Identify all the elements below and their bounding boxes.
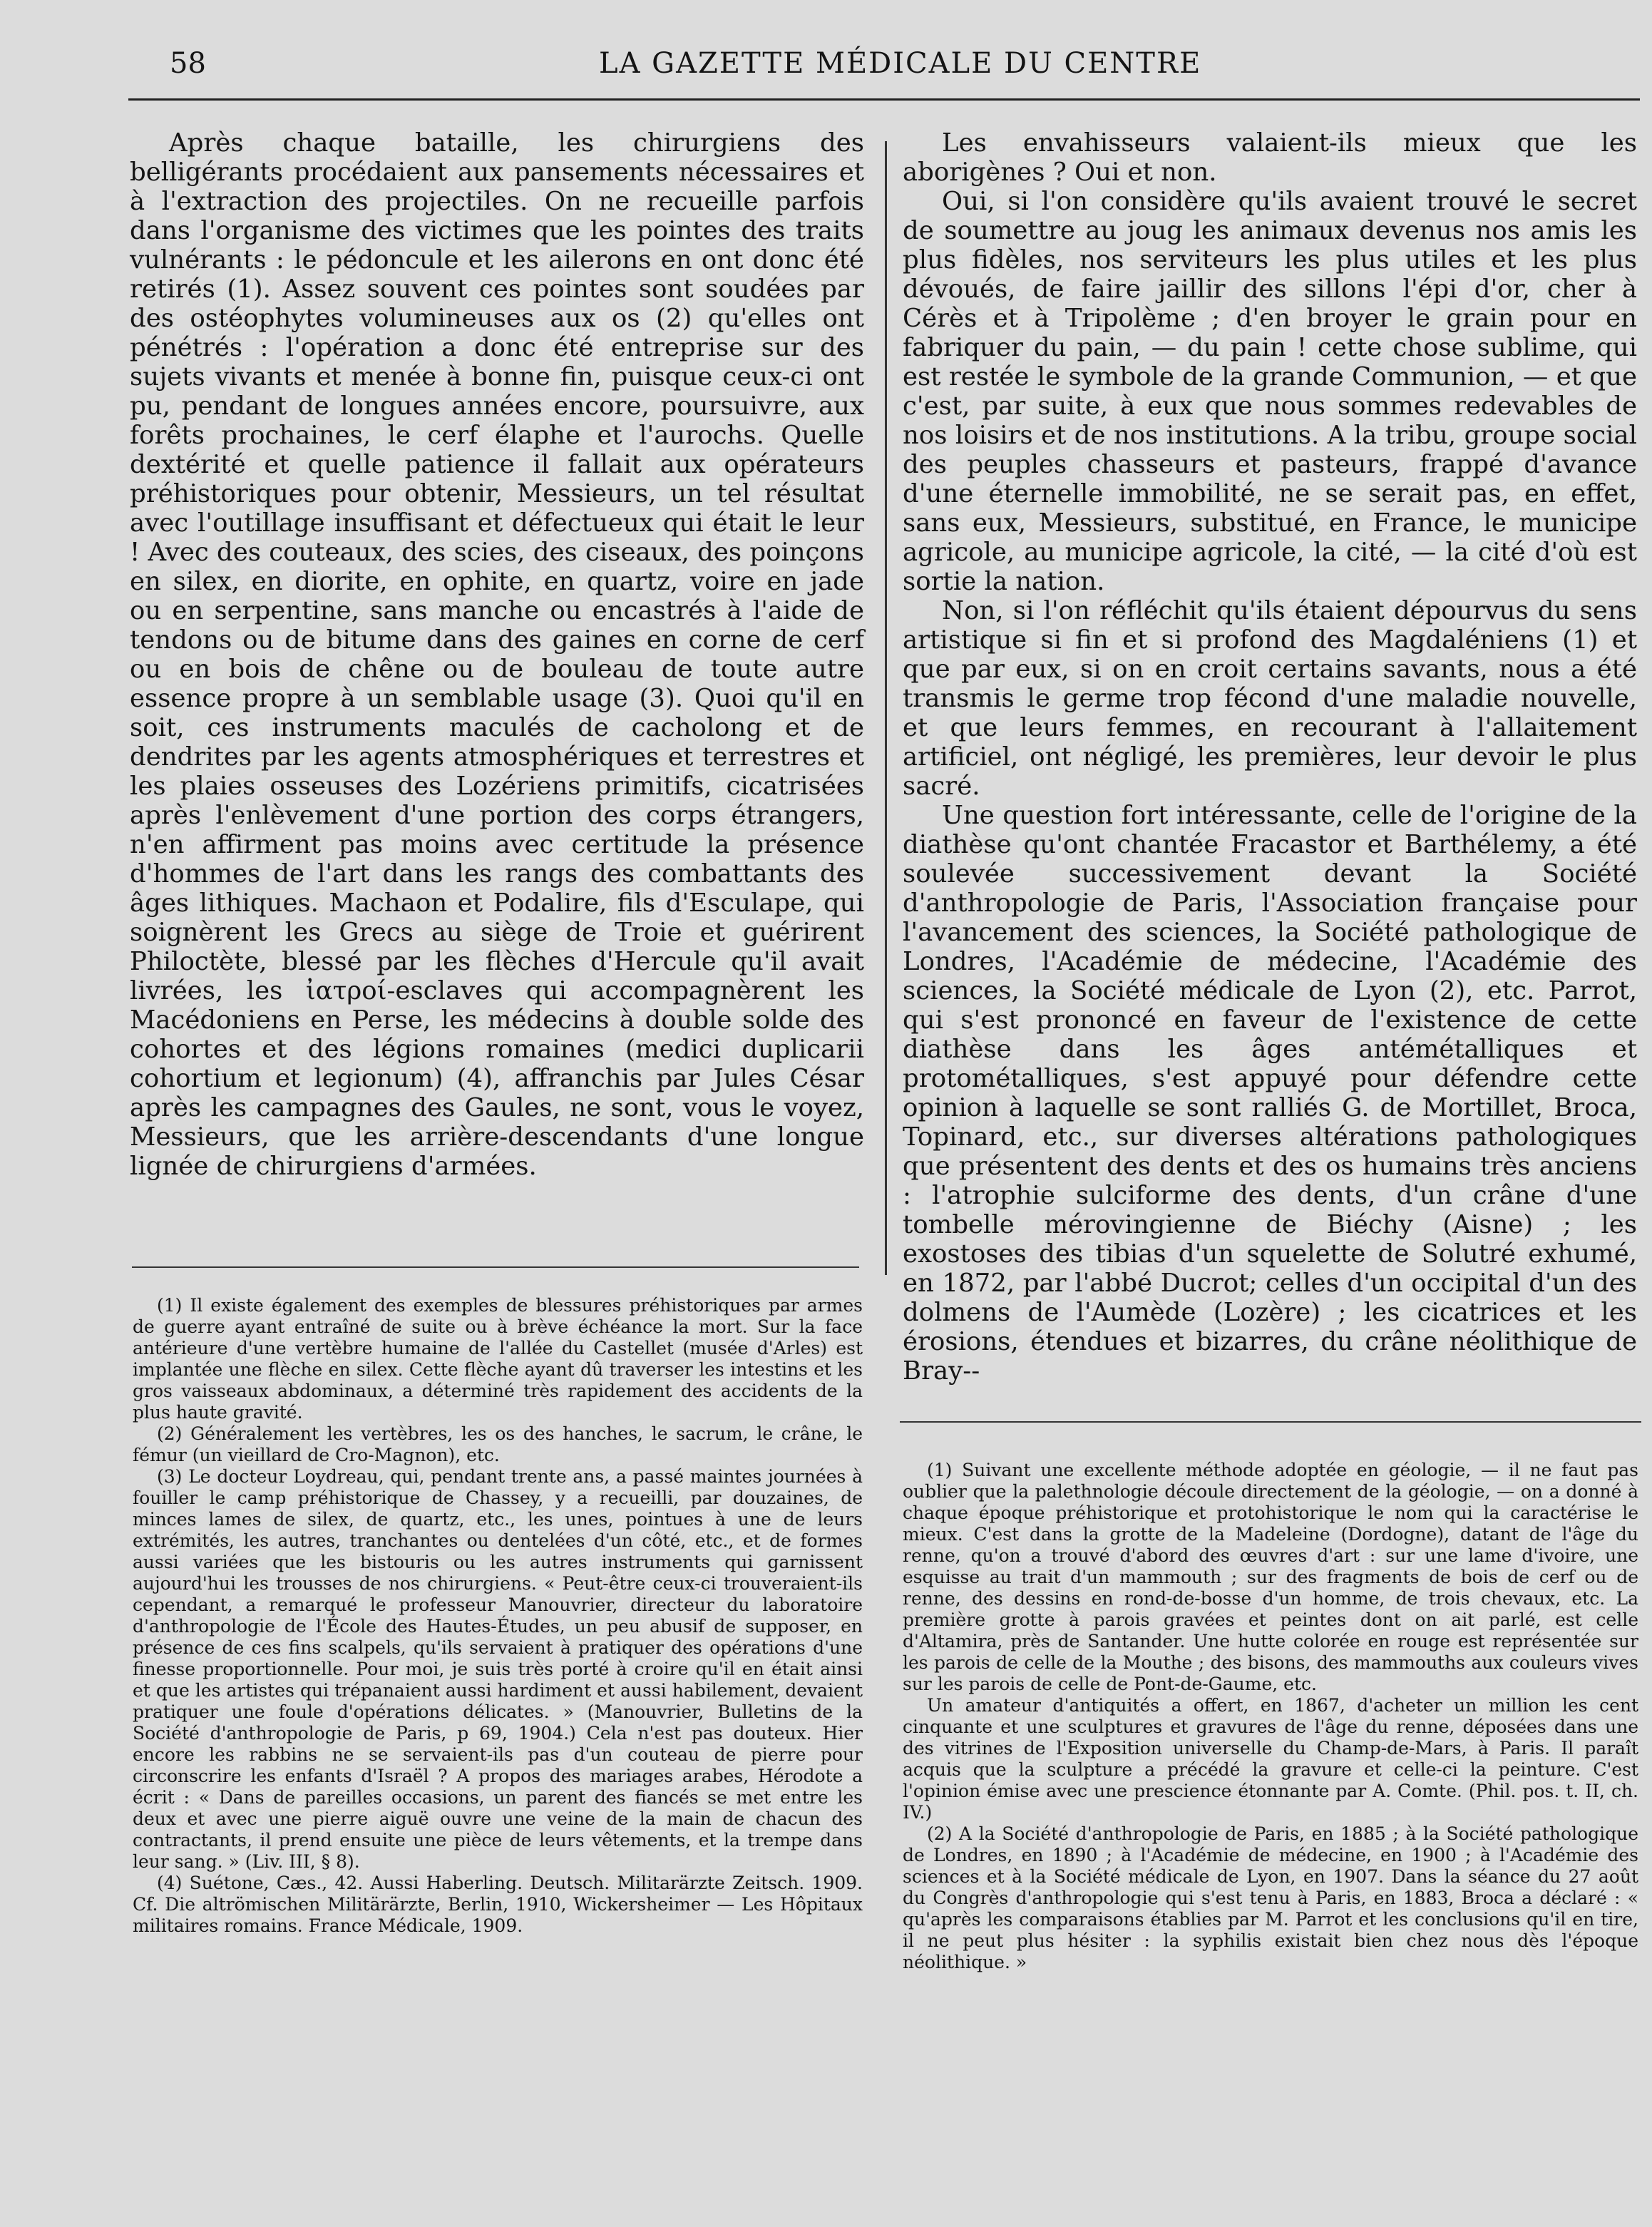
footnote-rule-left [132,1266,859,1268]
header-rule [128,98,1640,101]
left-column [130,128,864,1181]
body-paragraph: Oui, si l'on considère qu'ils avaient trouvé le secret de soumettre au joug les animaux devenus nos amis les plus fidèles, nos serviteurs les plus utiles et les plus dévoués, de faire jaillir des sillons l'épi d'or, cher à Cérès et à Tripolème ; d'en broyer le grain pour en fabriquer du pain, — du pain ! cette chose sublime, qui est restée le symbole de la grande Communion, — et que c'est, par suite, à eux que nous sommes redevables de nos loisirs et de nos institutions. A la tribu, groupe social des peuples chasseurs et pasteurs, frappé d'avance d'une éternelle immobilité, ne se serait pas, en effet, sans eux, Messieurs, substitué, en France, le municipe agricole, au municipe agricole, la cité, — la cité d'où est sortie la nation. [903,187,1637,596]
footnote: (2) A la Société d'anthropologie de Paris, en 1885 ; à la Société pathologique de Londres, en 1890 ; à l'Académie de médecine, en 1900 ; à l'Académie des sciences et à la Société médicale de Lyon, en 1907. Dans la séance du 27 août du Congrès d'anthropologie qui s'est tenu à Paris, en 1883, Broca a déclaré : « qu'après les comparaisons établies par M. Parrot et les conclusions qu'il en tire, il ne peut plus hésiter : la syphilis existait bien chez nous dès l'époque néolithique. » [903,1823,1638,1972]
footnote: Un amateur d'antiquités a offert, en 1867, d'acheter un million les cent cinquante et une sculptures et gravures de l'âge du renne, déposées dans une des vitrines de l'Exposition universelle du Champ-de-Mars, à Paris. Il paraît acquis que la sculpture a précédé la gravure et celle-ci la peinture. C'est l'opinion émise avec une prescience étonnante par A. Comte. (Phil. pos. t. II, ch. IV.) [903,1695,1638,1823]
column-divider [885,141,887,1275]
body-paragraph: Non, si l'on réfléchit qu'ils étaient dépourvus du sens artistique si fin et si profond des Magdaléniens (1) et que par eux, si on en croit certains savants, nous a été transmis le germe trop fécond d'une maladie nouvelle, et que leurs femmes, en recourant à l'allaitement artificiel, ont négligé, les premières, leur devoir le plus sacré. [903,596,1637,801]
body-paragraph: Après chaque bataille, les chirurgiens des belligérants procédaient aux pansements nécessaires et à l'extraction des projectiles. On ne recueille parfois dans l'organisme des victimes que les pointes des traits vulnérants : le pédoncule et les ailerons en ont donc été retirés (1). Assez souvent ces pointes sont soudées par des ostéophytes volumineuses aux os (2) qu'elles ont pénétrés : l'opération a donc été entreprise sur des sujets vivants et menée à bonne fin, puisque ceux-ci ont pu, pendant de longues années encore, poursuivre, aux forêts prochaines, le cerf élaphe et l'aurochs. Quelle dextérité et quelle patience il fallait aux opérateurs préhistoriques pour obtenir, Messieurs, un tel résultat avec l'outillage insuffisant et défectueux qui était le leur ! Avec des couteaux, des scies, des ciseaux, des poinçons en silex, en diorite, en ophite, en quartz, voire en jade ou en serpentine, sans manche ou encastrés à l'aide de tendons ou de bitume dans des gaines en corne de cerf ou en bois de chêne ou de bouleau de toute autre essence propre à un semblable usage (3). Quoi qu'il en soit, ces instruments maculés de cacholong et de dendrites par les agents atmosphériques et terrestres et les plaies osseuses des Lozériens primitifs, cicatrisées après l'enlèvement d'une portion des corps étrangers, n'en affirment pas moins avec certitude la présence d'hommes de l'art dans les rangs des combattants des âges lithiques. Machaon et Podalire, fils d'Esculape, qui soignèrent les Grecs au siège de Troie et guérirent Philoctète, blessé par les flèches d'Hercule qu'il avait livrées, les ἰατροί-esclaves qui accompagnèrent les Macédoniens en Perse, les médecins à double solde des cohortes et des légions romaines (medici duplicarii cohortium et legionum) (4), affranchis par Jules César après les campagnes des Gaules, ne sont, vous le voyez, Messieurs, que les arrière-descendants d'une longue lignée de chirurgiens d'armées. [130,128,864,1181]
journal-title: LA GAZETTE MÉDICALE DU CENTRE [599,47,1202,80]
footnote: (1) Il existe également des exemples de blessures préhistoriques par armes de guerre ayant entraîné de suite ou à brève échéance la mort. Sur la face antérieure d'une vertèbre humaine de l'allée du Castellet (musée d'Arles) est implantée une flèche en silex. Cette flèche ayant dû traverser les intestins et les gros vaisseaux abdominaux, a déterminé très rapidement des accidents de la plus haute gravité. [133,1295,863,1423]
body-paragraph: Une question fort intéressante, celle de l'origine de la diathèse qu'ont chantée Fracastor et Barthélemy, a été soulevée successivement devant la Société d'anthropologie de Paris, l'Association française pour l'avancement des sciences, la Société pathologique de Londres, l'Académie de médecine, l'Académie des sciences, la Société médicale de Lyon (2), etc. Parrot, qui s'est prononcé en faveur de l'existence de cette diathèse dans les âges antémétalliques et protométalliques, s'est appuyé pour défendre cette opinion à laquelle se sont ralliés G. de Mortillet, Broca, Topinard, etc., sur diverses altérations pathologiques que présentent des dents et des os humains très anciens : l'atrophie sulciforme des dents, d'un crâne d'une tombelle mérovingienne de Biéchy (Aisne) ; les exostoses des tibias d'un squelette de Solutré exhumé, en 1872, par l'abbé Ducrot; celles d'un occipital d'un des dolmens de l'Aumède (Lozère) ; les cicatrices et les érosions, étendues et bizarres, du crâne néolithique de Bray-- [903,801,1637,1386]
page-number: 58 [170,47,206,80]
body-paragraph: Les envahisseurs valaient-ils mieux que les aborigènes ? Oui et non. [903,128,1637,187]
right-column [903,128,1637,1386]
footnote: (1) Suivant une excellente méthode adoptée en géologie, — il ne faut pas oublier que la palethnologie découle directement de la géologie, — on a donné à chaque époque préhistorique et protohistorique le nom qui la caractérise le mieux. C'est dans la grotte de la Madeleine (Dordogne), datant de l'âge du renne, qu'on a trouvé d'abord des œuvres d'art : sur une lame d'ivoire, une esquisse au trait d'un mammouth ; sur des fragments de bois de cerf ou de renne, des dessins en rond-de-bosse d'un homme, de trois chevaux, etc. La première grotte à parois gravées et peintes dont on ait parlé, est celle d'Altamira, près de Santander. Une hutte colorée en rouge est représentée sur les parois de celle de la Mouthe ; des bisons, des mammouths aux couleurs vives sur les parois de celle de Pont-de-Gaume, etc. [903,1460,1638,1694]
footnotes-left [133,1295,863,1937]
footnote: (2) Généralement les vertèbres, les os des hanches, le sacrum, le crâne, le fémur (un vieillard de Cro-Magnon), etc. [133,1423,863,1465]
footnote: (3) Le docteur Loydreau, qui, pendant trente ans, a passé maintes journées à fouiller le camp préhistorique de Chassey, y a recueilli, par douzaines, de minces lames de silex, de quartz, etc., les unes, pointues à une de leurs extrémités, les autres, tranchantes ou dentelées d'un côté, etc., et de formes aussi variées que les bistouris ou les autres instruments qui garnissent aujourd'hui les trousses de nos chirurgiens. « Peut-être ceux-ci trouveraient-ils cependant, a remarqué le professeur Manouvrier, directeur du laboratoire d'anthropologie de l'École des Hautes-Études, un peu abusif de supposer, en présence de ces fins scalpels, qu'ils servaient à pratiquer des opérations d'une finesse proportionnelle. Pour moi, je suis très porté à croire qu'il en était ainsi et que les artistes qui trépanaient aussi hardiment et aussi habilement, devaient pratiquer une foule d'opérations délicates. » (Manouvrier, Bulletins de la Société d'anthropologie de Paris, p 69, 1904.) Cela n'est pas douteux. Hier encore les rabbins ne se servaient-ils pas d'un couteau de pierre pour circonscrire les enfants d'Israël ? A propos des mariages arabes, Hérodote a écrit : « Dans de pareilles occasions, un parent des fiancés se met entre les deux et avec une pierre aiguë ouvre une veine de la main de chacun des contractants, il prend ensuite une pièce de leurs vêtements, et la trempe dans leur sang. » (Liv. III, § 8). [133,1466,863,1872]
footnote-rule-right [900,1421,1641,1423]
page-header [128,44,1640,87]
footnotes-right [903,1460,1638,1973]
footnote: (4) Suétone, Cæs., 42. Aussi Haberling. Deutsch. Militarärzte Zeitsch. 1909. Cf. Die altrömischen Militärärzte, Berlin, 1910, Wickersheimer — Les Hôpitaux militaires romains. France Médicale, 1909. [133,1873,863,1936]
